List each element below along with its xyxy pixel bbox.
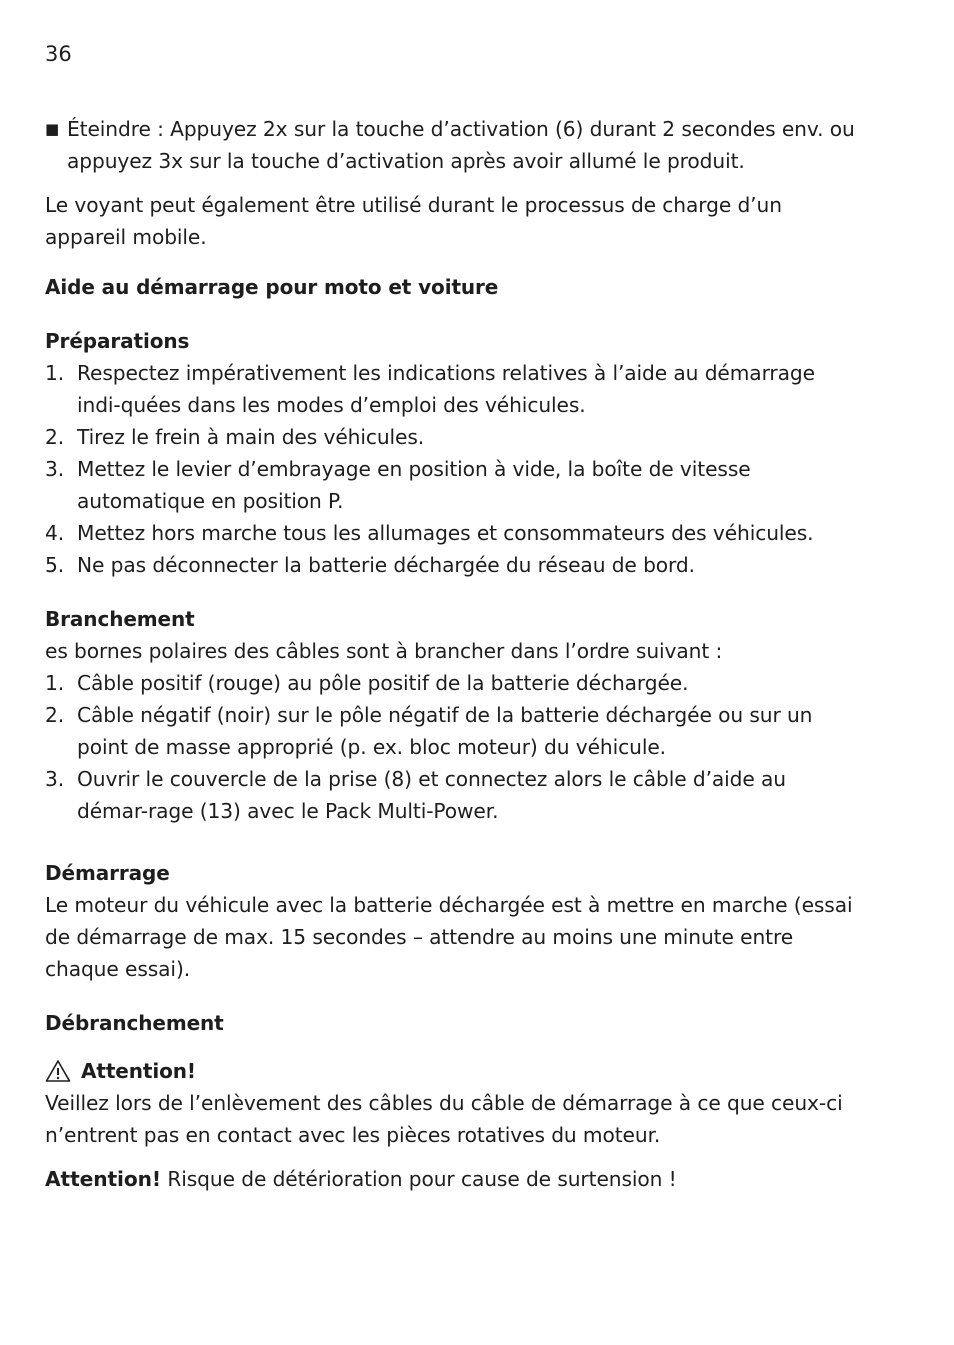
list-number: 1. (45, 361, 65, 385)
list-text: Ne pas déconnecter la batterie déchargée du réseau de bord. (77, 553, 695, 577)
debranchement-heading: Débranchement (45, 1011, 224, 1035)
bullet-item (45, 113, 860, 177)
list-number: 5. (45, 553, 65, 577)
preparations-heading: Préparations (45, 329, 190, 353)
document-body (45, 113, 860, 1195)
list-text: Câble positif (rouge) au pôle positif de la batterie déchargée. (77, 671, 689, 695)
list-item (45, 421, 860, 453)
warning-title: Attention! (81, 1059, 196, 1083)
branchement-list (45, 667, 860, 827)
main-heading: Aide au démarrage pour moto et voiture (45, 275, 499, 299)
list-item (45, 667, 860, 699)
list-number: 3. (45, 457, 65, 481)
list-text: Respectez impérativement les indications relatives à l’aide au démarrage indi-quées dans les modes d’emploi des véhicules. (77, 361, 815, 417)
list-item (45, 699, 860, 763)
demarrage-text: Le moteur du véhicule avec la batterie déchargée est à mettre en marche (essai de démarrage de max. 15 secondes – attendre au moins une minute entre chaque essai). (45, 893, 853, 981)
warning-triangle-icon (45, 1059, 71, 1083)
list-number: 4. (45, 521, 65, 545)
final-warning-label: Attention! (45, 1167, 162, 1191)
list-item (45, 357, 860, 421)
list-text: Mettez le levier d’embrayage en position à vide, la boîte de vitesse automatique en position P. (77, 457, 751, 513)
list-text: Ouvrir le couvercle de la prise (8) et connectez alors le câble d’aide au démar-rage (13) avec le Pack Multi-Power. (77, 767, 786, 823)
final-warning-text: Risque de détérioration pour cause de surtension ! (161, 1167, 677, 1191)
demarrage-heading: Démarrage (45, 861, 170, 885)
list-text: Câble négatif (noir) sur le pôle négatif de la batterie déchargée ou sur un point de masse approprié (p. ex. bloc moteur) du véhicule. (77, 703, 813, 759)
branchement-intro: es bornes polaires des câbles sont à brancher dans l’ordre suivant : (45, 639, 723, 663)
list-text: Mettez hors marche tous les allumages et consommateurs des véhicules. (77, 521, 814, 545)
warning-text: Veillez lors de l’enlèvement des câbles du câble de démarrage à ce que ceux-ci n’entrent pas en contact avec les pièces rotatives du moteur. (45, 1091, 843, 1147)
intro-paragraph: Le voyant peut également être utilisé durant le processus de charge d’un appareil mobile. (45, 193, 782, 249)
warning-header (45, 1055, 860, 1087)
final-warning (45, 1163, 860, 1195)
page-number: 36 (45, 42, 72, 66)
list-item (45, 517, 860, 549)
list-number: 2. (45, 703, 65, 727)
list-number: 3. (45, 767, 65, 791)
branchement-heading: Branchement (45, 607, 195, 631)
bullet-text: Éteindre : Appuyez 2x sur la touche d’activation (6) durant 2 secondes env. ou appuyez 3x sur la touche d’activation après avoir allumé le produit. (67, 117, 855, 173)
list-text: Tirez le frein à main des véhicules. (77, 425, 425, 449)
preparations-list (45, 357, 860, 581)
list-number: 1. (45, 671, 65, 695)
list-item (45, 549, 860, 581)
list-number: 2. (45, 425, 65, 449)
bullet-square-icon: ■ (45, 120, 60, 138)
list-item (45, 763, 860, 827)
list-item (45, 453, 860, 517)
